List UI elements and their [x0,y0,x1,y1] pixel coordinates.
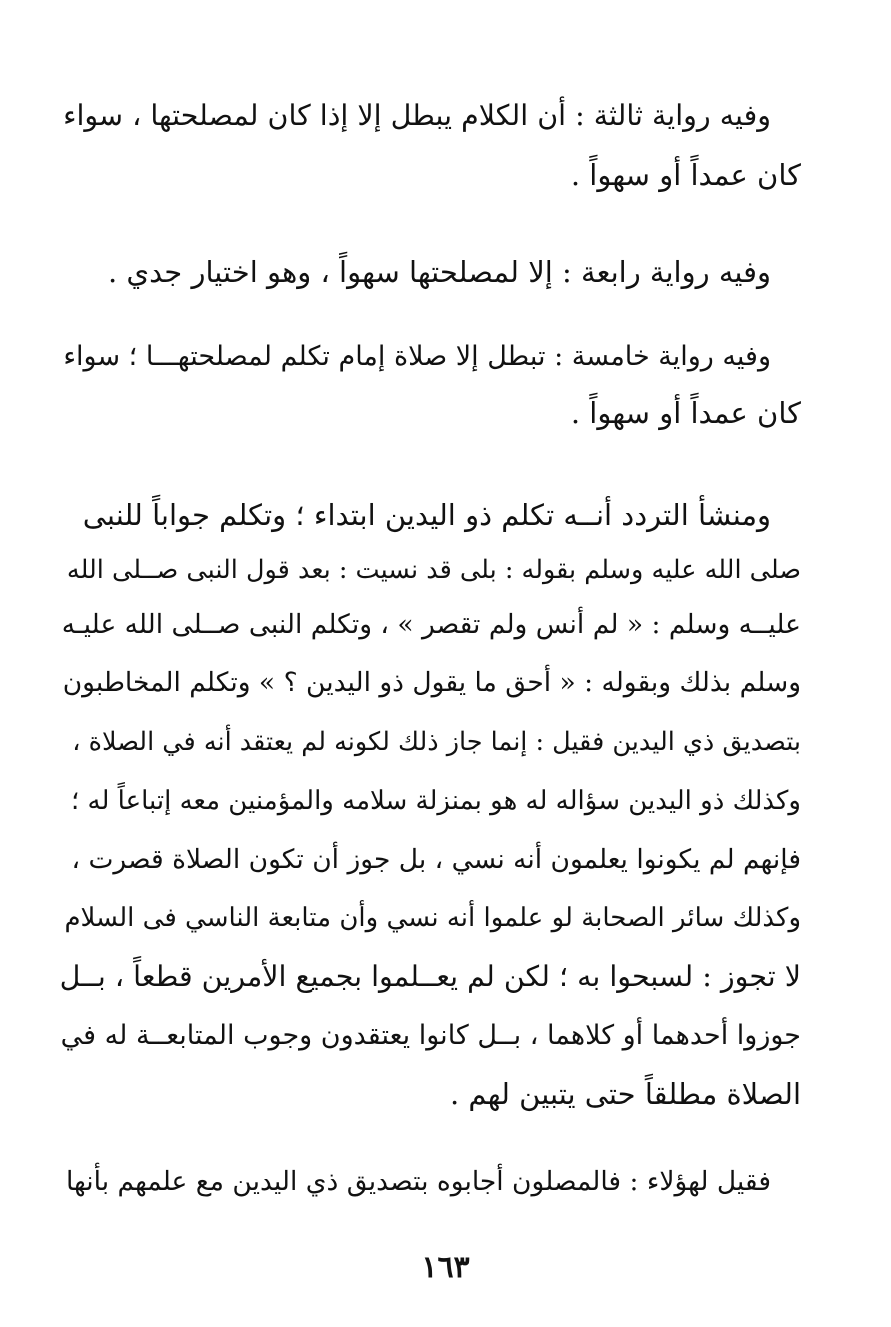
page-number: ١٦٣ [421,1250,470,1285]
p4-line-9: لا تجوز : لسبحوا به ؛ لكن لم يعــلموا بجميع الأمرين قطعاً ، بــل [59,960,801,993]
p4-line-2: صلى الله عليه وسلم بقوله : بلى قد نسيت : بعد قول النبى صــلى الله [66,555,801,585]
p5-line-1: فقيل لهؤلاء : فالمصلون أجابوه بتصديق ذي اليدين مع علمهم بأنها [65,1166,771,1197]
p4-line-5: بتصديق ذي اليدين فقيل : إنما جاز ذلك لكونه لم يعتقد أنه في الصلاة ، [72,727,801,757]
p3-line-1: وفيه رواية خامسة : تبطل إلا صلاة إمام تكلم لمصلحتهـــا ؛ سواء [63,341,771,372]
p1-line-1: وفيه رواية ثالثة : أن الكلام يبطل إلا إذا كان لمصلحتها ، سواء [63,99,771,132]
p4-line-4: وسلم بذلك وبقوله : « أحق ما يقول ذو اليدين ؟ » وتكلم المخاطبون [62,667,801,698]
p4-line-8: وكذلك سائر الصحابة لو علموا أنه نسي وأن متابعة الناسي فى السلام [64,903,801,933]
p3-line-2: كان عمداً أو سهواً . [570,396,801,430]
p4-line-7: فإنهم لم يكونوا يعلمون أنه نسي ، بل جوز أن تكون الصلاة قصرت ، [71,844,801,875]
p4-line-6: وكذلك ذو اليدين سؤاله له هو بمنزلة سلامه والمؤمنين معه إتباعاً له ؛ [71,786,801,816]
p2-line-1: وفيه رواية رابعة : إلا لمصلحتها سهواً ، وهو اختيار جدي . [107,255,771,289]
p4-line-11: الصلاة مطلقاً حتى يتبين لهم . [449,1077,801,1111]
p1-line-2: كان عمداً أو سهواً . [570,158,801,192]
p4-line-10: جوزوا أحدهما أو كلاهما ، بــل كانوا يعتقدون وجوب المتابعــة له في [60,1020,801,1051]
p4-line-3: عليــه وسلم : « لم أنس ولم تقصر » ، وتكلم النبى صــلى الله عليـه [61,609,801,640]
p4-line-1: ومنشأ التردد أنــه تكلم ذو اليدين ابتداء ؛ وتكلم جواباً للنبى [82,498,771,532]
